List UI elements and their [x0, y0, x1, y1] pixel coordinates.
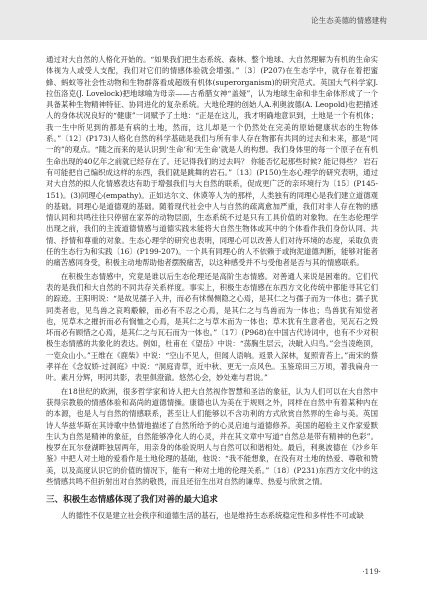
- paragraph-2: 在积极生态情感中，究竟是谁以后生态伦理还是高阶生态情感。对善通人来说是困难的。它们代表的是我们和大自然的不同共存关系样度。事实上，积极生态情感在东西方文化传统中都能寻其它们的踪迹。王阳明说：“是故见孺子入井，而必有怵惕恻隐之心焉，是其仁之与孺子而为一体也；孺子犹同类者也，见鸟兽之哀鸣觳觫，而必有不忍之心焉，是其仁之与鸟兽而为一体也；鸟兽犹有知觉者也，见草木之摧折而必有悯恤之心焉，是其仁之与草木而为一体也；草木犹有生意者也，见瓦石之毁坏而必有顾惜之心焉，是其仁之与瓦石而为一体也。”〔17〕(P968)在中国古代诗词中，也有不少对积极生态情感的共象化的表达。例如，杜甫在《望岳》中说：“荡胸生层云，决眦入归鸟。”会当凌绝顶，一览众山小。”王维在《鹿柴》中说：“空山不见人，但闻人语响。返景入深林，复照青苔上。”南宋的蔡孝祥在《念奴娇·过洞庭》中说：“洞庭青草，近中秋、更无一点风色。玉鉴琼田三万顷，著我扁舟一叶。素月分辉，明河共影，表里俱澄澈。悠然心会，妙处难与君说。”: [46, 271, 378, 383]
- paragraph-3: 在18世纪的欧洲，很多哲学家和诗人把大自然视作智慧和圣洁的象征，认为人们可以在大自然中获得宗教般的情感体验和高尚的道德情操。康德也认为美在于规则之外，同样在自然中有着某种内在的本源，也是人与自然的情感联系，甚至让人们能够以不含功利的方式欣赏自然界的生命与美。英国诗人华兹华斯在其诗歌中热情地描述了自然所给予的心灵启迪与道德修养。美国的超验主义作家爱默生认为自然是精神的象征，自然能够净化人的心灵，并在其文章中写道“自然总是带有精神的色彩”。梭罗在瓦尔登湖畔独居两年，用亲身的体验说明人与自然可以和谐相处。最后，利奥波德在《沙乡年鉴》中把人对土地的爱看作是土地伦理的基础，他说：“我不能想象，在没有对土地的热爱、尊敬和赞美，以及高度认识它的价值的情况下，能有一种对土地的伦理关系。”〔18〕(P231)东西方文化中的这些情感共鸣不但折射出对自然的敬畏，而且还衍生出对自然的谦卑、热爱与欣赏之情。: [46, 386, 378, 486]
- paragraph-1: 通过对大自然的人格化开始的。“如果我们把生态系统、森林、整个地球、大自然理解为有机的生命实体视为人或受人支配，我们对它们的情感体验就会增强。”〔3〕(P207)在生态学中，就存在着把蜜蜂、蚂蚁等社会性动物和生物群落看成超级有机体(superorganism)的研究范式。英国大气科学家J.拉伍洛克(J. Lovelock)把地球喻为母亲——古希腊女神“盖娅”，认为地球生命和非生命体形成了一个具备某种生物精神特征、协同进化的复杂系统。大地伦理的创始人A.利奥波德(A. Leopold)也把描述人的身体状况良好的“健康”一词赋予了土地：“正是在这儿，我才明确地意识到，土地是一个有机体；我一生中所见到的都是有病的土地，然而，这儿却是一个仍然处在完美的原始健康状态的生物体系。”〔12〕(P173)人格化自然的科学基础是我们与所有非人存在物都有共同的过去和未来，都是“同一的”的观点。“随之而来的是认识到‘生命’和‘无生命’就是人的构想。我们身体里的每一个原子在有机生命出现的40亿年之前就已经存在了。还记得我们的过去吗？ 你能否忆起那些时候? 能记得些？ 岩石有可能把自己编织成这样的东西，我们就是跳舞的岩石。”〔13〕(P150)生态心理学的研究表明，通过对大自然的拟人化情感表达有助于增强我们与大自然的联系，促成更广泛的亲环境行为〔15〕(P145-151)。(3)同理心(empathy)。正如达尔文、休谟等人为的那样，人类独有的同理心是我们建立道德观的基础。同理心是道德观的基础。随着现代社会中人与自然的疏离愈加严重，我们对非人存在物的感情认同和共鸣往往只停留在家养的动物层面，生态系统不过是只有工具价值的对象物。在生态伦理学出现之前，我们的主流道德情感与道德实践未能将大自然生物体或其中的个体看作我们身份认同、共情、抒情和尊重的对象。生态心理学的研究也表明，同理心可以改善人们对待环境的态度，采取负责任的生态行为和实践〔16〕(P199-207)。一个具有同理心的人不依赖于或拘泥道德判断，能够对能者的痛苦感同身受，积极主动地帮助他者摆脱痛苦，以这种感受并不与受他者是否与其的情感联系。: [46, 55, 378, 268]
- page-number: ·119·: [362, 567, 381, 576]
- section-heading: 三、积极生态情感体现了我们对善的最大追求: [46, 495, 218, 506]
- article-body: [46, 54, 378, 522]
- running-head: 论生态美德的情感建构: [311, 16, 387, 25]
- header-band: [0, 0, 427, 40]
- closing-paragraph: 人的德性不仅是建立社会秩序和道德生活的基石，也是维持生态系统稳定性和多样性不可或缺: [60, 511, 364, 521]
